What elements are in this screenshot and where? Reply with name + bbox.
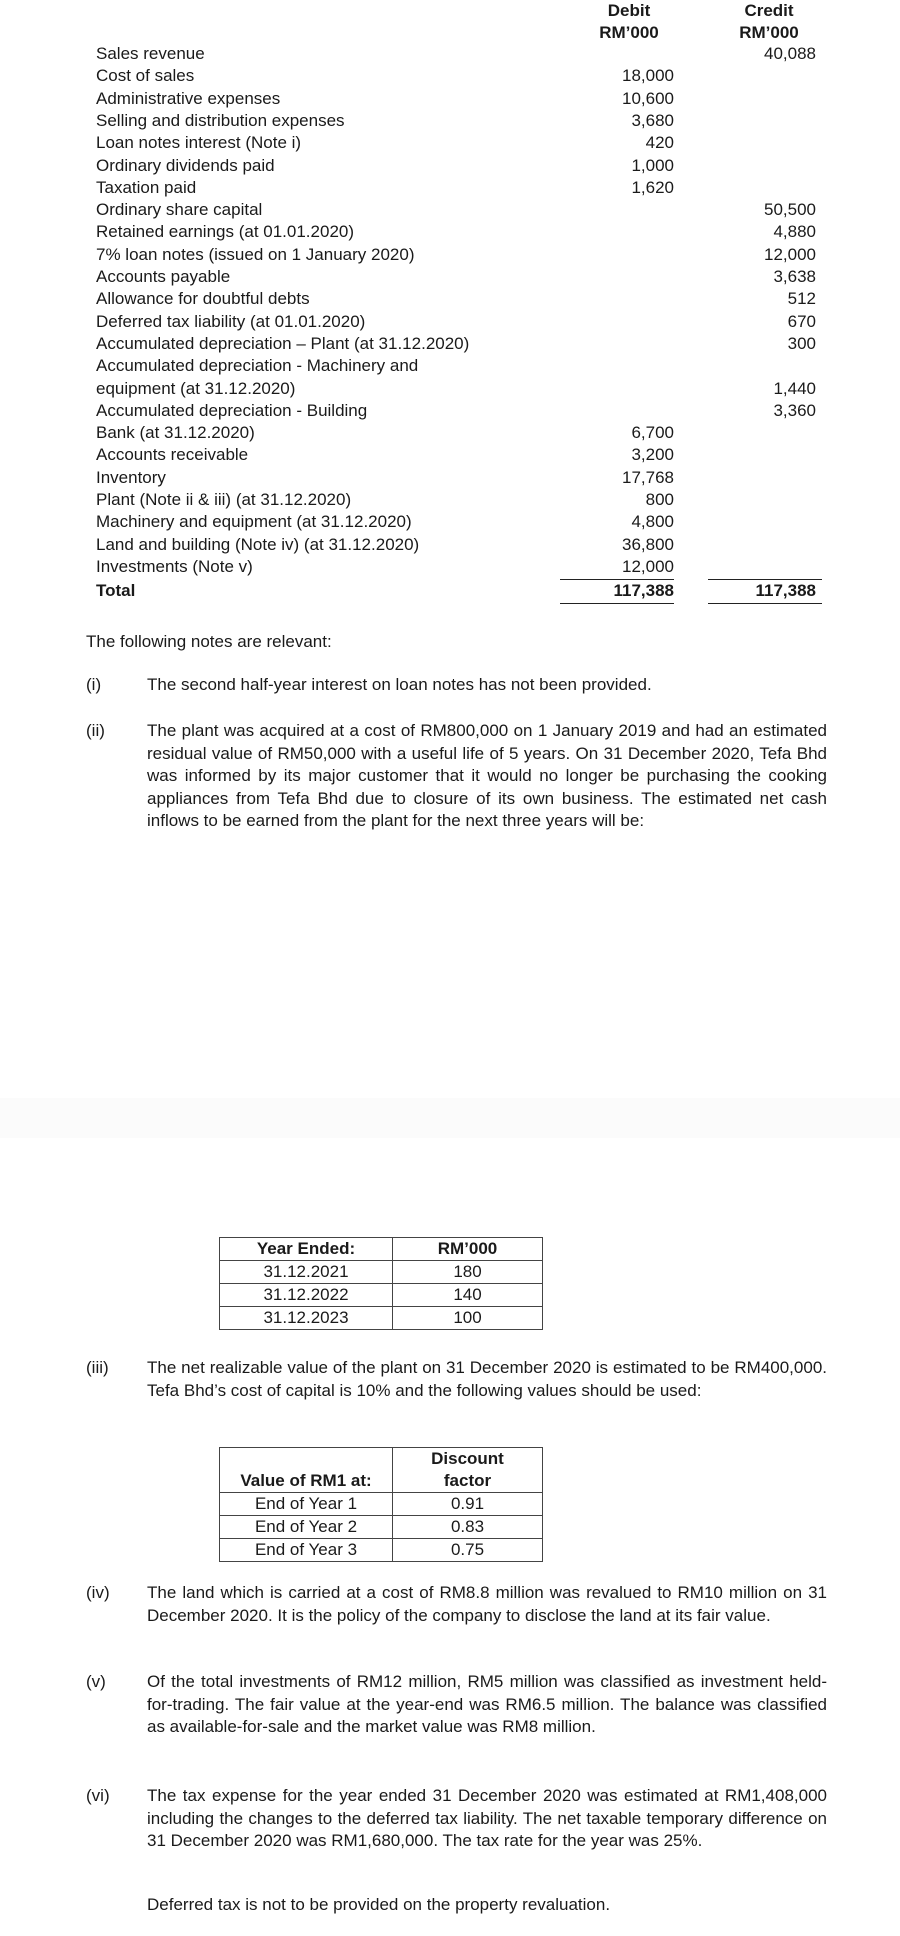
table-row [220, 1238, 543, 1261]
table-row [0, 444, 900, 466]
row-credit: 1,440 [773, 378, 816, 398]
table-row [0, 88, 900, 110]
table-row [0, 266, 900, 288]
row-debit: 12,000 [622, 556, 674, 576]
notes-intro: The following notes are relevant: [86, 632, 332, 651]
row-label: Retained earnings (at 01.01.2020) [96, 222, 355, 242]
row-credit: 300 [787, 333, 816, 353]
table-row [0, 311, 900, 333]
table-row [0, 556, 900, 578]
value-header [220, 1448, 393, 1493]
period-cell: End of Year 3 [220, 1539, 393, 1562]
row-label: 7% loan notes (issued on 1 January 2020) [96, 244, 415, 264]
row-debit: 3,680 [631, 110, 674, 130]
row-debit: 1,000 [631, 155, 674, 175]
row-label: Deferred tax liability (at 01.01.2020) [96, 311, 366, 331]
year-cell: 31.12.2023 [220, 1307, 393, 1330]
row-label: Ordinary dividends paid [96, 155, 275, 175]
table-row [0, 43, 900, 65]
table-row [0, 132, 900, 154]
row-label: Administrative expenses [96, 88, 281, 108]
debit-header-unit: RM’000 [599, 23, 659, 42]
table-row [0, 422, 900, 444]
cash-flow-table [219, 1237, 543, 1330]
row-debit: 3,200 [631, 445, 674, 465]
table-row [220, 1448, 543, 1493]
period-cell: End of Year 1 [220, 1493, 393, 1516]
table-row [0, 333, 900, 355]
table-row [0, 355, 900, 377]
table-row [0, 221, 900, 243]
total-row [0, 580, 900, 602]
row-label: equipment (at 31.12.2020) [96, 378, 296, 398]
row-debit: 800 [645, 490, 674, 509]
row-label: Plant (Note ii & iii) (at 31.12.2020) [96, 490, 352, 509]
row-label: Loan notes interest (Note i) [96, 133, 302, 153]
table-row [220, 1516, 543, 1539]
table-row [0, 378, 900, 400]
value-header-label: Value of RM1 at: [240, 1471, 372, 1490]
table-row [220, 1284, 543, 1307]
note-ii-text: The plant was acquired at a cost of RM800,000 on 1 January 2019 and had an estimated residual value of RM50,000 with a useful life of 5 years. On 31 December 2020, Tefa Bhd was informed by its major customer that it would no longer be purchasing the cooking appliances from Tefa Bhd due to closure of its own business. The estimated net cash inflows to be earned from the plant for the next three years will be: [147, 721, 827, 830]
note-number: (i) [86, 675, 102, 694]
credit-header [714, 0, 824, 44]
row-label: Machinery and equipment (at 31.12.2020) [96, 512, 412, 532]
row-label: Accounts payable [96, 267, 231, 286]
row-credit: 40,088 [764, 44, 816, 63]
total-label: Total [96, 581, 136, 600]
row-credit: 512 [787, 289, 816, 309]
row-credit: 4,880 [773, 222, 816, 242]
value-cell: 140 [393, 1284, 543, 1307]
total-rule-credit [708, 603, 822, 604]
row-label: Accumulated depreciation - Building [96, 400, 368, 420]
row-credit: 3,360 [773, 400, 816, 420]
note-number: (vi) [86, 1786, 110, 1805]
row-label: Accumulated depreciation - Machinery and [96, 356, 419, 376]
note-number: (iii) [86, 1358, 109, 1377]
debit-header [574, 0, 684, 44]
discount-factor-table [219, 1447, 543, 1562]
row-debit: 36,800 [622, 534, 674, 554]
row-label: Taxation paid [96, 177, 197, 197]
year-header: Year Ended: [220, 1238, 393, 1261]
row-label: Land and building (Note iv) (at 31.12.2020) [96, 534, 420, 554]
factor-header-line1: Discount [431, 1449, 504, 1468]
table-row [0, 199, 900, 221]
table-row [220, 1307, 543, 1330]
table-row [0, 110, 900, 132]
total-debit: 117,388 [613, 581, 674, 600]
row-label: Selling and distribution expenses [96, 110, 345, 130]
row-debit: 18,000 [622, 66, 674, 86]
note-number: (iv) [86, 1583, 110, 1602]
note-vi-text: The tax expense for the year ended 31 December 2020 was estimated at RM1,408,000 including the changes to the deferred tax liability. The net taxable temporary difference on 31 December 2020 was RM1,680,000. The tax rate for the year was 25%. [147, 1786, 827, 1850]
table-row [220, 1493, 543, 1516]
row-label: Inventory [96, 467, 166, 487]
row-debit: 4,800 [631, 512, 674, 532]
debit-header-label: Debit [607, 1, 651, 20]
table-row [0, 177, 900, 199]
row-credit: 670 [787, 311, 816, 331]
row-debit: 10,600 [622, 88, 674, 108]
table-row [220, 1261, 543, 1284]
value-cell: 180 [393, 1261, 543, 1284]
total-rule-debit [560, 603, 674, 604]
table-row [0, 511, 900, 533]
row-label: Accounts receivable [96, 445, 249, 465]
row-label: Sales revenue [96, 44, 205, 63]
row-debit: 17,768 [622, 467, 674, 487]
value-header: RM’000 [393, 1238, 543, 1261]
note-v-text: Of the total investments of RM12 million, RM5 million was classified as investment held-for-trading. The fair value at the year-end was RM6.5 million. The balance was classified as available-for-sale and the market value was RM8 million. [147, 1672, 827, 1736]
year-cell: 31.12.2022 [220, 1284, 393, 1307]
factor-cell: 0.75 [393, 1539, 543, 1562]
row-label: Ordinary share capital [96, 200, 263, 220]
note-number: (v) [86, 1672, 106, 1691]
table-row [0, 534, 900, 556]
row-label: Accumulated depreciation – Plant (at 31.12.2020) [96, 333, 470, 353]
row-label: Cost of sales [96, 66, 195, 86]
total-credit: 117,388 [755, 581, 816, 600]
table-row [0, 400, 900, 422]
table-row [0, 288, 900, 310]
factor-cell: 0.83 [393, 1516, 543, 1539]
row-label: Bank (at 31.12.2020) [96, 423, 255, 443]
row-label: Allowance for doubtful debts [96, 289, 310, 309]
note-i-text: The second half-year interest on loan notes has not been provided. [147, 675, 652, 694]
note-iii-text: The net realizable value of the plant on 31 December 2020 is estimated to be RM400,000. Tefa Bhd’s cost of capital is 10% and the following values should be used: [147, 1358, 827, 1400]
credit-header-unit: RM’000 [739, 23, 799, 42]
table-row [0, 244, 900, 266]
closing-note: Deferred tax is not to be provided on the property revaluation. [147, 1895, 611, 1914]
table-row [0, 467, 900, 489]
table-row [220, 1539, 543, 1562]
value-cell: 100 [393, 1307, 543, 1330]
row-label: Investments (Note v) [96, 556, 253, 576]
credit-header-label: Credit [744, 1, 794, 20]
row-debit: 6,700 [631, 423, 674, 443]
factor-header-line2: factor [443, 1471, 492, 1490]
factor-cell: 0.91 [393, 1493, 543, 1516]
period-cell: End of Year 2 [220, 1516, 393, 1539]
year-cell: 31.12.2021 [220, 1261, 393, 1284]
table-row [0, 155, 900, 177]
note-number: (ii) [86, 721, 105, 740]
row-credit: 12,000 [764, 244, 816, 264]
row-credit: 50,500 [764, 200, 816, 220]
row-debit: 420 [645, 133, 674, 153]
table-row [0, 489, 900, 511]
note-iv-text: The land which is carried at a cost of RM8.8 million was revalued to RM10 million on 31 December 2020. It is the policy of the company to disclose the land at its fair value. [147, 1583, 827, 1625]
scan-band [0, 1098, 900, 1138]
row-debit: 1,620 [631, 177, 674, 197]
row-credit: 3,638 [773, 267, 816, 286]
table-row [0, 65, 900, 87]
factor-header [393, 1448, 543, 1493]
